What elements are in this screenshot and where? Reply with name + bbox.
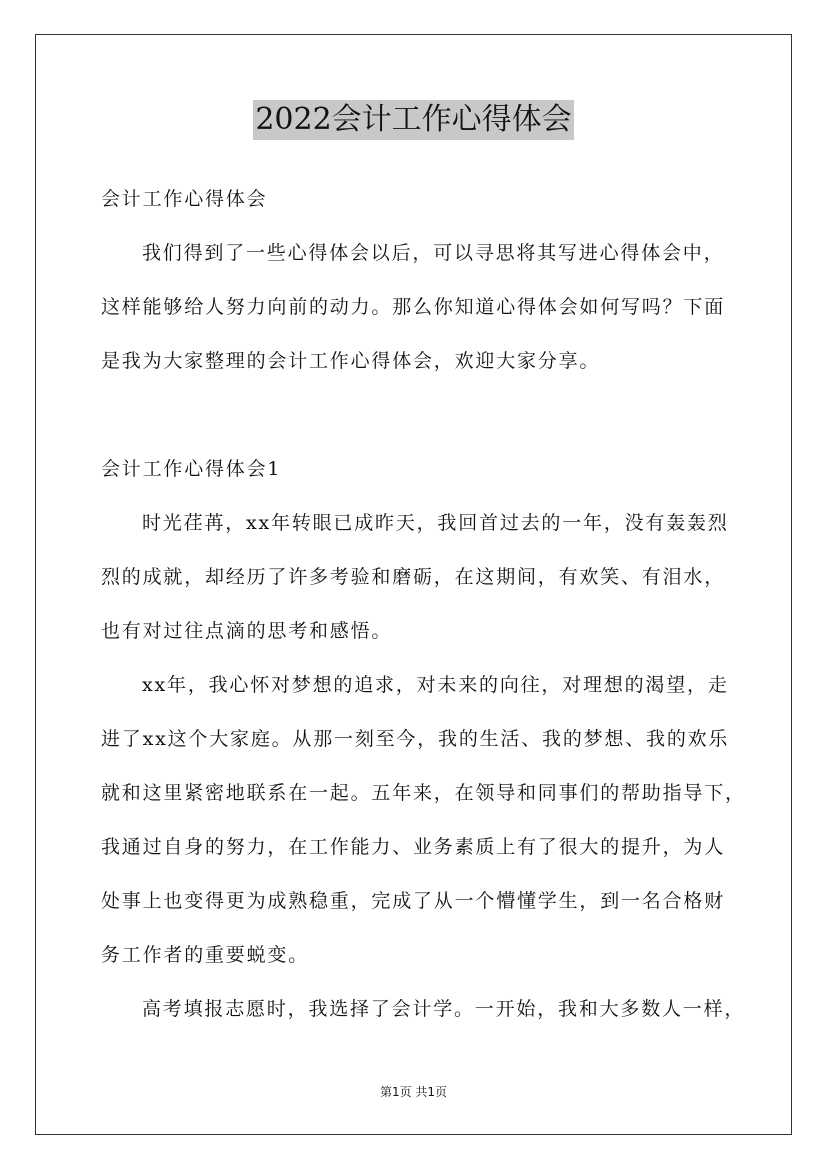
paragraph-line: 进了xx这个大家庭。从那一刻至今，我的生活、我的梦想、我的欢乐	[101, 728, 730, 750]
paragraph-line: 时光荏苒，xx年转眼已成昨天，我回首过去的一年，没有轰轰烈	[142, 512, 729, 534]
page-footer	[0, 1083, 827, 1101]
document-title: 2022会计工作心得体会	[253, 100, 573, 140]
paragraph-line: 这样能够给人努力向前的动力。那么你知道心得体会如何写吗？下面	[101, 296, 726, 318]
paragraph-line: 就和这里紧密地联系在一起。五年来，在领导和同事们的帮助指导下，	[101, 782, 746, 804]
paragraph-line: 处事上也变得更为成熟稳重，完成了从一个懵懂学生，到一名合格财	[101, 890, 726, 912]
paragraph-line: 我通过自身的努力，在工作能力、业务素质上有了很大的提升，为人	[101, 836, 726, 858]
paragraph-line: 务工作者的重要蜕变。	[101, 944, 310, 966]
paragraph-line: xx年，我心怀对梦想的追求，对未来的向往，对理想的渴望，走	[142, 674, 729, 696]
paragraph-line: 烈的成就，却经历了许多考验和磨砺，在这期间，有欢笑、有泪水，	[101, 566, 726, 588]
subtitle-line: 会计工作心得体会	[101, 188, 268, 210]
title-container	[0, 100, 827, 140]
paragraph-line: 是我为大家整理的会计工作心得体会，欢迎大家分享。	[101, 350, 601, 372]
paragraph-line: 我们得到了一些心得体会以后，可以寻思将其写进心得体会中，	[142, 242, 725, 264]
paragraph-line: 也有对过往点滴的思考和感悟。	[101, 620, 393, 642]
document-body	[101, 172, 746, 1036]
page-number: 第1页 共1页	[379, 1085, 448, 1099]
blank-line	[101, 388, 727, 442]
paragraph-line: 高考填报志愿时，我选择了会计学。一开始，我和大多数人一样，	[142, 998, 746, 1020]
section-heading: 会计工作心得体会1	[101, 458, 282, 480]
